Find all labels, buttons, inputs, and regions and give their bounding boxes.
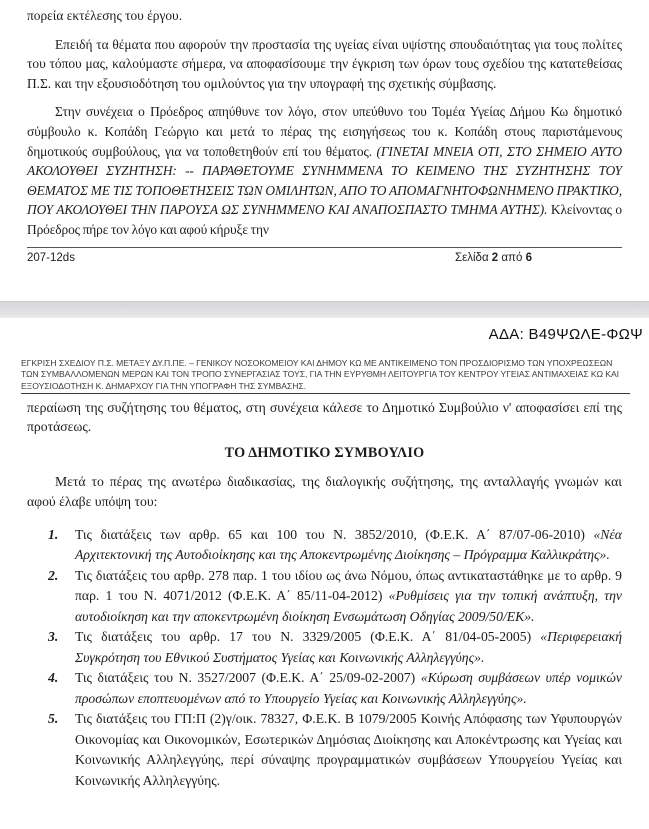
council-heading: ΤΟ ΔΗΜΟΤΙΚΟ ΣΥΜΒΟΥΛΙΟ xyxy=(224,445,425,461)
list-item-number: 3. xyxy=(48,629,59,645)
text-segment: Τις διατάξεις του Ν. 3527/2007 (Φ.Ε.Κ. Α΄ 25/09-02-2007) xyxy=(75,670,421,686)
list-item-text xyxy=(75,568,622,624)
page-prev-content xyxy=(27,6,622,265)
list-item-number: 1. xyxy=(48,526,59,542)
list-item-number: 5. xyxy=(48,711,59,727)
text-segment: Τις διατάξεις του αρθρ. 278 παρ. 1 του ιδίου ως άνω Νόμου, όπως αντικαταστάθηκε με το αρθρ. 9 παρ. 1 του Ν. 4071/2012 (Φ.Ε.Κ. Α΄ 85/11-04-2012) xyxy=(75,567,622,604)
text-segment: 6 xyxy=(525,251,532,264)
list-item xyxy=(27,566,622,628)
paragraph-continuation: περαίωση της συζήτησης του θέματος, στη συνέχεια κάλεσε το Δημοτικό Συμβούλιο ν' αποφασίσει επί της προτάσεως. xyxy=(27,400,622,434)
footer-page-number xyxy=(455,251,532,265)
list-item-number: 2. xyxy=(48,567,59,583)
page-next-content xyxy=(27,398,622,829)
text-segment: Στην συνέχεια ο Πρόεδρος απηύθυνε τον λόγο, στον υπεύθυνο του Τομέα Υγείας Δήμου Κω δημοτικό σύμβουλο κ. Κοπάδη Γεώργιο και μετά το πέρας της εισηγήσεως του κ. Κοπάδη στους παριστάμενους δημοτικούς συμβούλους, για να τοποθετηθούν επί του θέματος. xyxy=(27,104,622,159)
text-segment: Τις διατάξεις του αρθρ. 17 του Ν. 3329/2005 (Φ.Ε.Κ. Α΄ 81/04-05-2005) xyxy=(75,629,541,645)
paragraph-epeidi: Επειδή τα θέματα που αφορούν την προστασία της υγείας είναι υψίστης σπουδαιότητας για τους πολίτες του τόπου μας, καλούμαστε σήμερα, να αποφασίσουμε την έγκριση των όρων τους σχεδίου της κατατεθείσας Π.Σ. και την εξουσιοδότηση του ομιλούντος για την υπογραφή της σχετικής σύμβασης. xyxy=(27,36,622,91)
text-segment: Σελίδα xyxy=(455,251,492,264)
list-item xyxy=(27,668,622,709)
paragraph-closing-line: πορεία εκτέλεσης του έργου. xyxy=(27,8,183,23)
list-item-text xyxy=(75,527,622,563)
list-item-text xyxy=(75,711,622,788)
footer-doc-code: 207-12ds xyxy=(27,251,75,264)
text-segment: Κλείνοντας ο Πρόεδρος πήρε τον λόγο και αφού κήρυξε την xyxy=(27,202,622,237)
list-item-number: 4. xyxy=(48,670,59,686)
header-subject: ΕΓΚΡΙΣΗ ΣΧΕΔΙΟΥ Π.Σ. ΜΕΤΑΞΥ ΔΥ.Π.ΠΕ. – ΓΕΝΙΚΟΥ ΝΟΣΟΚΟΜΕΙΟΥ ΚΑΙ ΔΗΜΟΥ ΚΩ ΜΕ ΑΝΤΙΚΕΙΜΕΝΟ ΤΟΝ ΠΡΟΣΔΙΟΡΙΣΜΟ ΤΩΝ ΥΠΟΧΡΕΩΣΕΩΝ ΤΩΝ ΣΥΜΒΑΛΛΟΜΕΝΩΝ ΜΕΡΩΝ ΚΑΙ ΤΟΝ ΤΡΟΠΟ ΣΥΝΕΡΓΑΣΙΑΣ ΤΟΥΣ, ΓΙΑ ΤΗΝ ΕΥΡΥΘΜΗ ΛΕΙΤΟΥΡΓΙΑ ΤΟΥ ΚΕΝΤΡΟΥ ΥΓΕΙΑΣ ΑΝΤΙΜΑΧΕΙΑΣ ΚΩ ΚΑΙ ΕΞΟΥΣΙΟΔΟΤΗΣΗ Κ. ΔΗΜΑΡΧΟΥ ΓΙΑ ΤΗΝ ΥΠΟΓΡΑΦΗ ΤΗΣ ΣΥΜΒΑΣΗΣ. xyxy=(21,358,619,391)
list-item xyxy=(27,709,622,791)
text-segment: (ΓΙΝΕΤΑΙ ΜΝΕΙΑ ΟΤΙ, ΣΤΟ ΣΗΜΕΙΟ ΑΥΤΟ ΑΚΟΛΟΥΘΕΙ ΣΥΖΗΤΗΣΗ: -- ΠΑΡΑΘΕΤΟΥΜΕ ΣΥΝΗΜΜΕΝΑ ΤΟ ΚΕΙΜΕΝΟ ΤΗΣ ΣΥΖΗΤΗΣΗΣ ΤΟΥ ΘΕΜΑΤΟΣ ΜΕ ΤΙΣ ΤΟΠΟΘΕΤΗΣΕΙΣ ΤΩΝ ΟΜΙΛΗΤΩΝ, ΑΠΟ ΤΟ ΑΠΟΜΑΓΝΗΤΟΦΩΝΗΜΕΝΟ ΠΡΑΚΤΙΚΟ, ΠΟΥ ΑΚΟΛΟΥΘΕΙ ΤΗΝ ΠΑΡΟΥΣΑ ΩΣ ΣΥΝΗΜΜΕΝΟ ΚΑΙ ΑΝΑΠΟΣΠΑΣΤΟ ΤΜΗΜΑ ΑΥΤΗΣ). xyxy=(27,143,622,218)
paragraph-speech xyxy=(27,102,622,239)
list-item-text xyxy=(75,629,622,665)
page-footer xyxy=(27,248,622,265)
text-segment: Τις διατάξεις του ΓΠ:Π (2)γ/οικ. 78327, Φ.Ε.Κ. Β 1079/2005 Κοινής Απόφασης των Υφυπουργών Οικονομίας και Οικονομικών, Εσωτερικών Δημόσιας Διοίκησης και Αποκέντρωσης και Υγείας και Κοινωνικής Αλληλεγγύης, περί σύναψης προγραμματικών συμβάσεων Υπουργείου Υγείας και Κοινωνικής Αλληλεγγύης. xyxy=(75,711,622,788)
paragraph-after-heading: Μετά το πέρας της ανωτέρω διαδικασίας, της διαλογικής συζήτησης, της ανταλλαγής γνωμών και αφού έλαβε υπόψη του: xyxy=(27,474,622,509)
list-item-text xyxy=(75,670,622,706)
ada-code: ΑΔΑ: Β49ΨΩΛΕ-ΦΩΨ xyxy=(488,326,643,343)
text-segment: «Κύρωση συμβάσεων υπέρ νομικών προσώπων εποπτευομένων από το Υπουργείο Υγείας και Κοινωνικής Αλληλεγγύης». xyxy=(75,670,622,706)
list-item xyxy=(27,627,622,668)
text-segment: «Περιφερειακή Συγκρότηση του Εθνικού Συστήματος Υγείας και Κοινωνικής Αλληλεγγύης». xyxy=(75,629,622,665)
text-segment: από xyxy=(498,251,526,264)
page-separator-band xyxy=(0,301,649,318)
text-segment: «Νέα Αρχιτεκτονική της Αυτοδιοίκησης και της Αποκεντρωμένης Διοίκησης – Πρόγραμμα Καλλικράτης». xyxy=(75,526,622,563)
text-segment: 2 xyxy=(491,251,499,264)
considerations-list xyxy=(27,525,622,792)
list-item xyxy=(27,525,622,566)
text-segment: «Ρυθμίσεις για την τοπική ανάπτυξη, την αυτοδιοίκηση και την αποκεντρωμένη διοίκηση Ενσωμάτωση Οδηγίας 2009/50/ΕΚ». xyxy=(75,588,622,624)
text-segment: Τις διατάξεις των αρθρ. 65 και 100 του Ν. 3852/2010, (Φ.Ε.Κ. Α΄ 87/07-06-2010) xyxy=(75,526,594,542)
header-divider xyxy=(21,393,630,394)
